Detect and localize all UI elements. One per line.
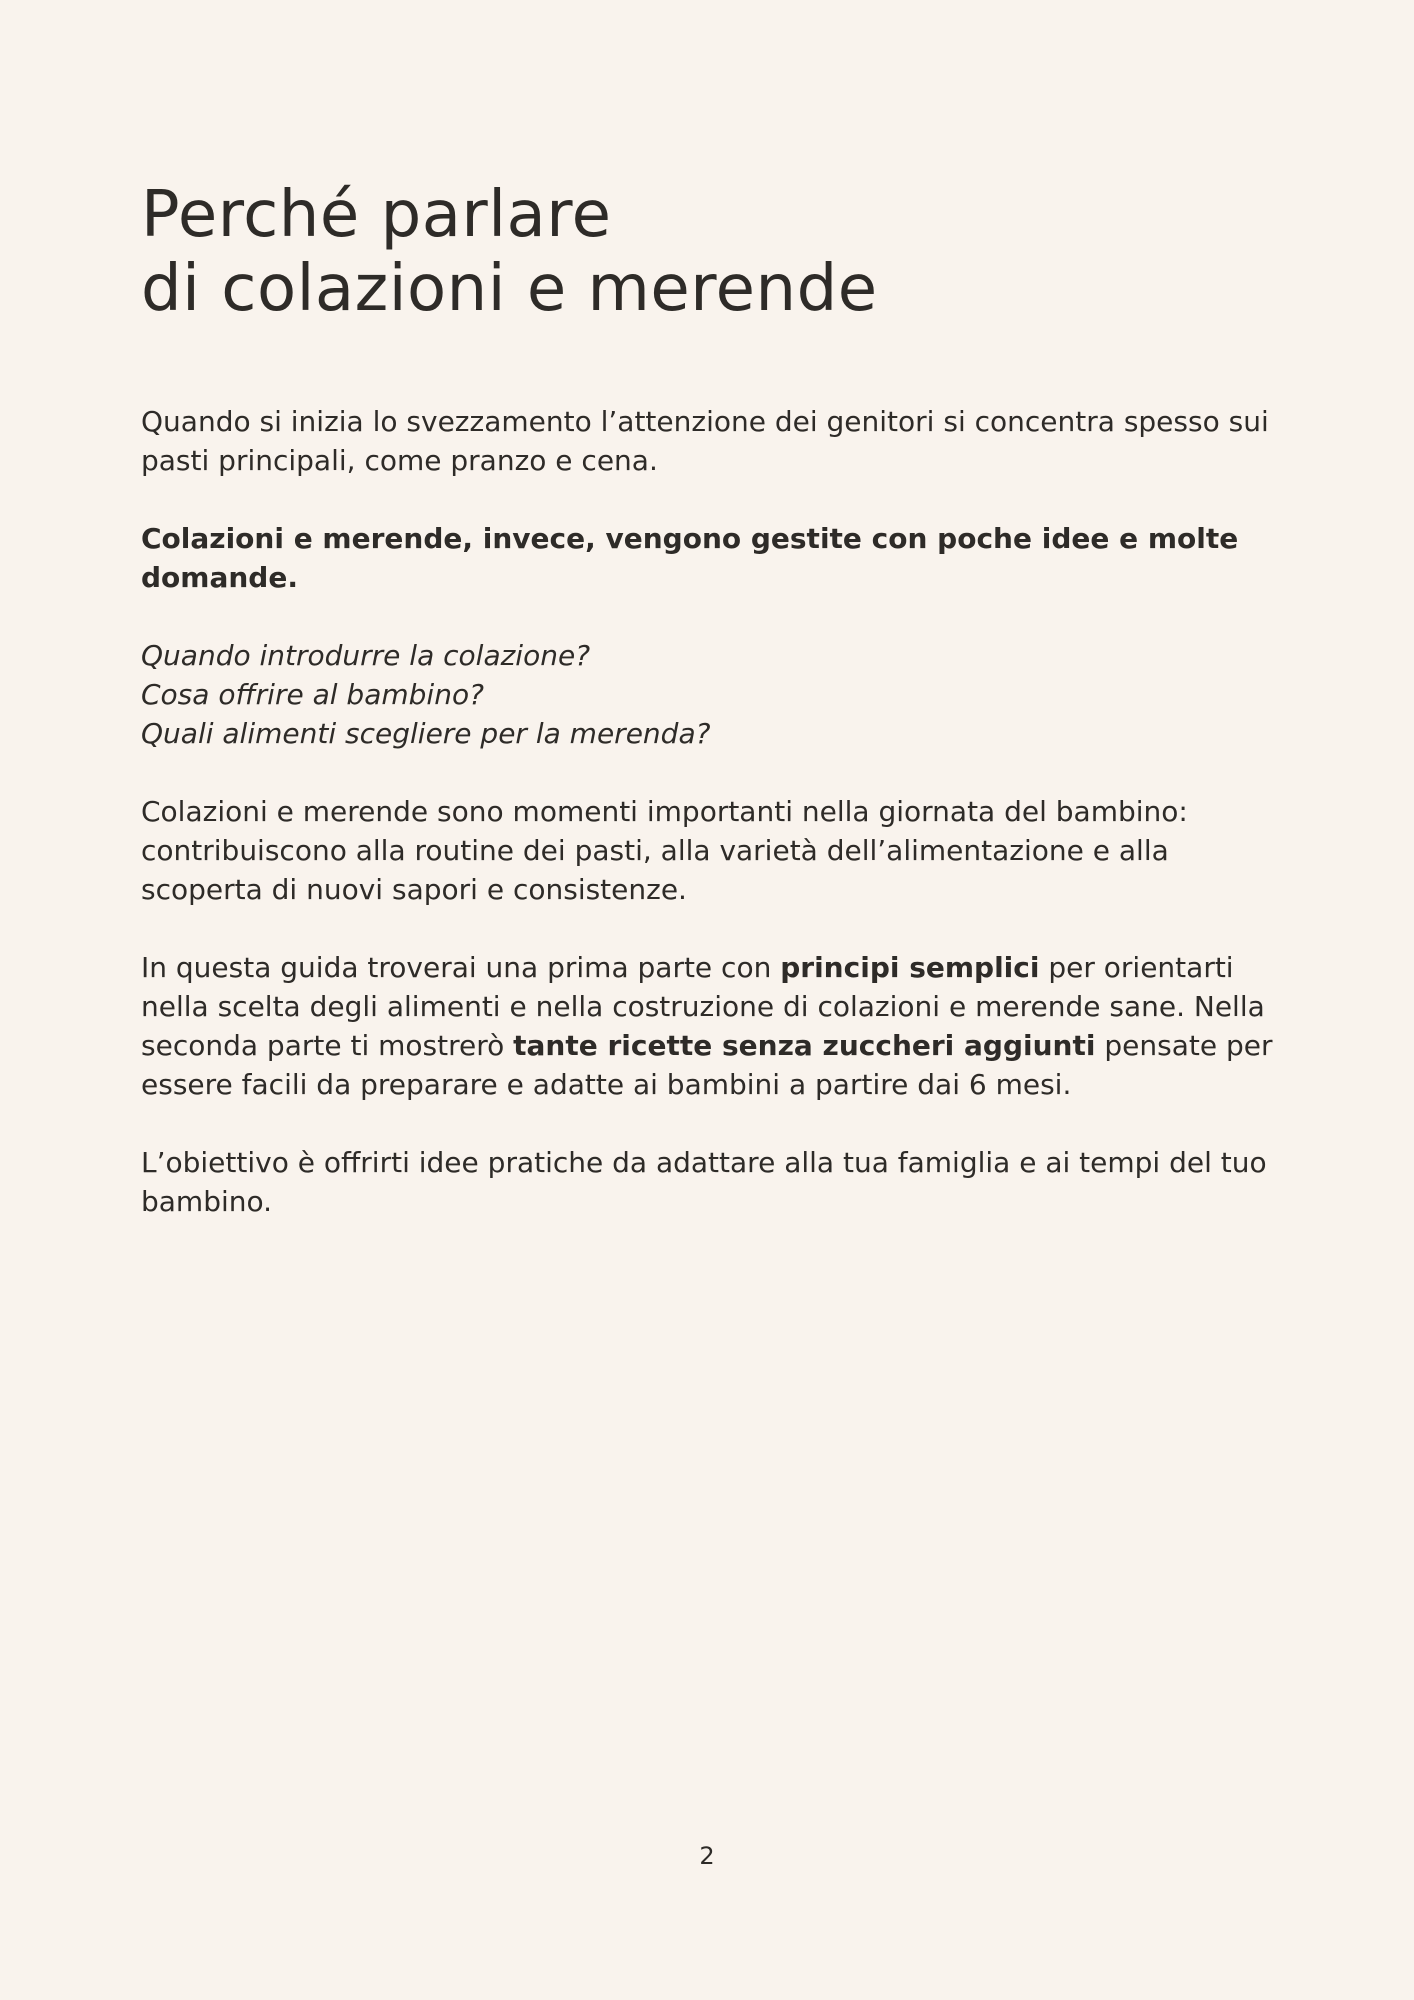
bold-statement: Colazioni e merende, invece, vengono gestite con poche idee e molte domande. [141,522,1239,594]
question-item: Cosa offrire al bambino? [141,678,484,711]
title-line-1: Perché parlare [141,178,612,252]
page-content [141,178,1291,1260]
page-title [141,178,1291,326]
guide-paragraph [141,948,1291,1104]
intro-paragraph: Quando si inizia lo svezzamento l’attenzione dei genitori si concentra spesso sui pasti principali, come pranzo e cena. [141,405,1269,477]
question-item: Quando introdurre la colazione? [141,639,591,672]
guide-highlight-1: principi semplici [780,951,1040,984]
body-text [141,402,1291,1221]
title-line-2: di colazioni e merende [141,252,878,326]
guide-text-1: In questa guida troverai una prima parte con [141,951,781,984]
goal-paragraph: L’obiettivo è offrirti idee pratiche da adattare alla tua famiglia e ai tempi del tuo bambino. [141,1146,1267,1218]
guide-text-2: per orientarti nella scelta degli alimenti e nella costruzione di colazioni e merende sane. Nella seconda parte ti mostrerò [141,951,1265,1062]
guide-text-3: pensate per essere facili da preparare e adatte ai bambini a partire dai 6 mesi. [141,1029,1273,1101]
question-item: Quali alimenti scegliere per la merenda? [141,717,711,750]
guide-highlight-2: tante ricette senza zuccheri aggiunti [513,1029,1096,1062]
page-number: 2 [699,1842,715,1870]
importance-paragraph: Colazioni e merende sono momenti importanti nella giornata del bambino: contribuiscono alla routine dei pasti, alla varietà dell’alimentazione e alla scoperta di nuovi sapori e consistenze. [141,795,1188,906]
question-list [141,636,1291,753]
